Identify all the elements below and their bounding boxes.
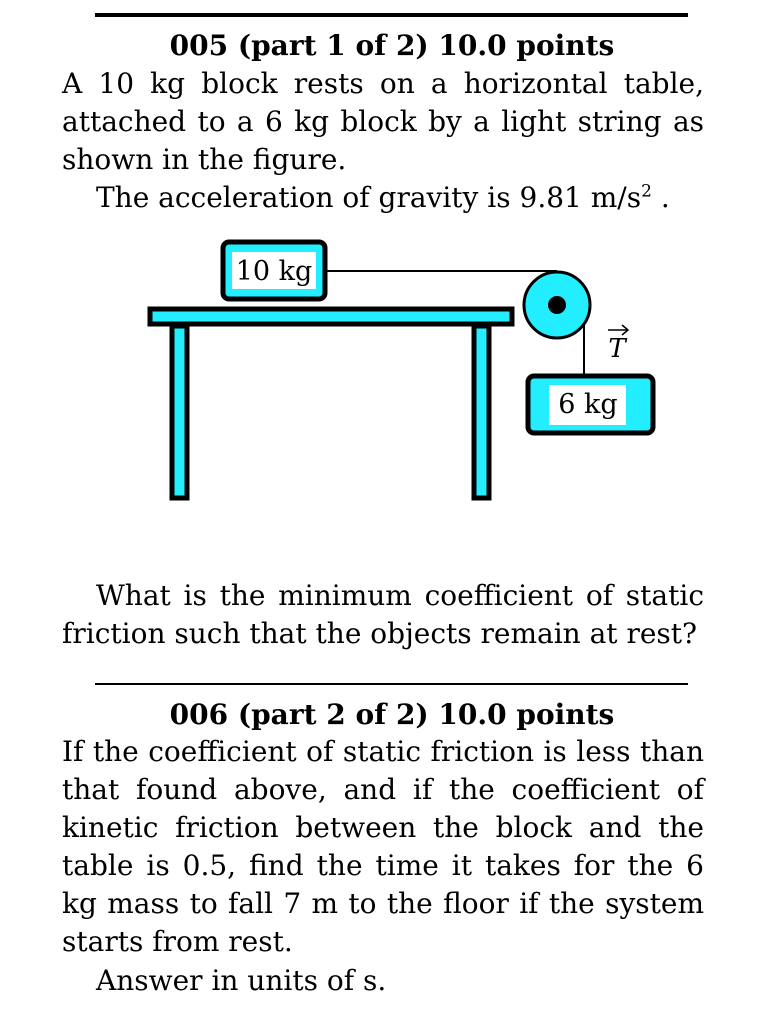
table-left-leg bbox=[172, 326, 187, 498]
problem-006-statement: If the coefficient of static friction is less than that found above, and if the coefficient of kinetic friction between the block and the table is 0.5, find the time it takes for the 6 kg mass to fall 7 m to the floor if the system starts from rest. bbox=[62, 735, 704, 958]
problem-006-heading: 006 (part 2 of 2) 10.0 points bbox=[169, 698, 615, 731]
table-top bbox=[150, 309, 512, 324]
problem-005-question: What is the minimum coefficient of static friction such that the objects remain at rest? bbox=[62, 579, 704, 650]
tension-label: T bbox=[608, 334, 626, 364]
answer-units: Answer in units of s. bbox=[96, 964, 387, 997]
gravity-suffix: . bbox=[651, 181, 670, 214]
block-10kg-label: 10 kg bbox=[235, 256, 313, 287]
pulley-axle bbox=[548, 296, 566, 314]
table-right-leg bbox=[474, 326, 489, 498]
block-6kg-label: 6 kg bbox=[558, 389, 618, 420]
gravity-prefix: The acceleration of gravity is 9.81 m/s bbox=[96, 181, 642, 214]
gravity-exponent: 2 bbox=[641, 181, 652, 202]
problem-005-statement: A 10 kg block rests on a horizontal table, attached to a 6 kg block by a light string as shown in the figure. bbox=[62, 67, 704, 176]
section-divider bbox=[95, 683, 688, 685]
problem-005-heading: 005 (part 1 of 2) 10.0 points bbox=[169, 29, 615, 62]
